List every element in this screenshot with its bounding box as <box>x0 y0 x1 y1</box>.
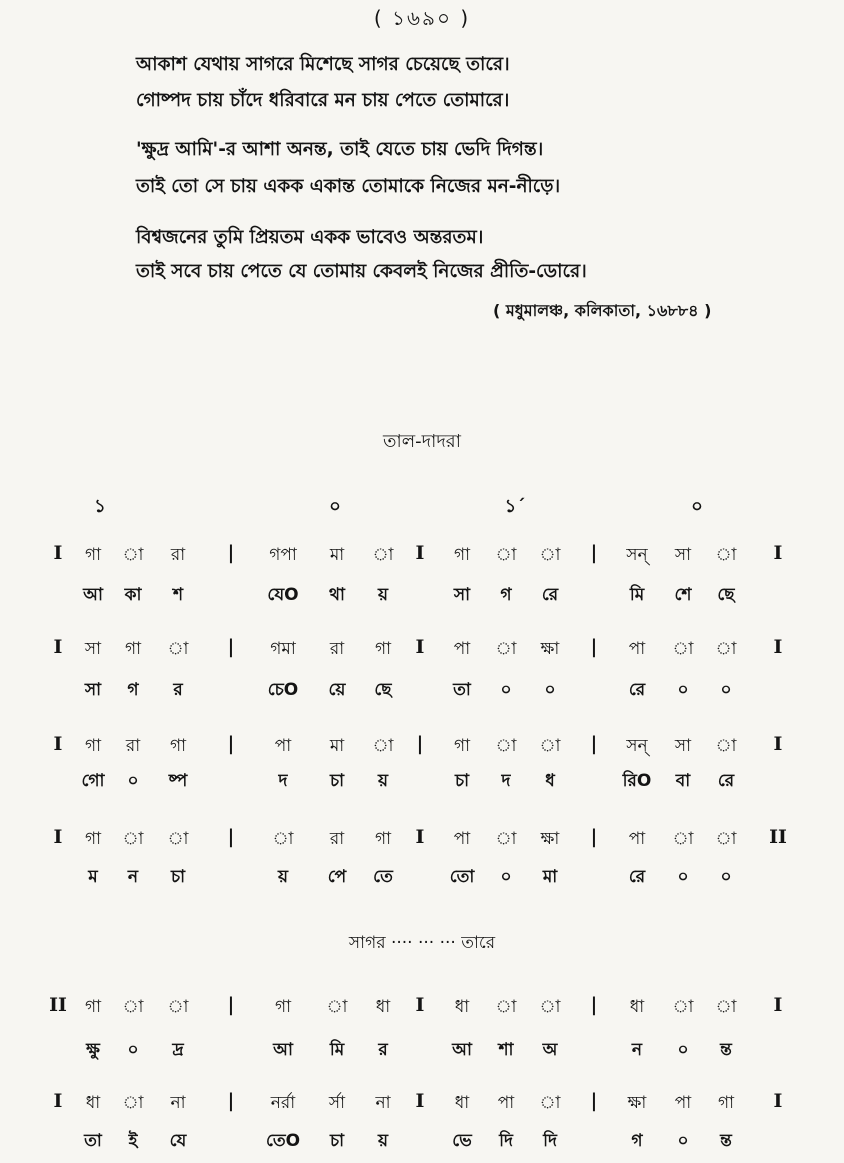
lyric-syllable: রে <box>628 867 646 887</box>
swara-note: গা <box>453 736 471 756</box>
swara-note: পা <box>674 1093 692 1113</box>
swara-note: পা <box>628 829 646 849</box>
lyric-syllable: শে <box>674 585 692 605</box>
lyric-syllable: আ <box>452 1040 472 1060</box>
barline: I <box>773 542 783 564</box>
barline: I <box>53 542 63 564</box>
swara-note: গা <box>84 997 102 1017</box>
lyric-syllable: ই <box>128 1131 138 1151</box>
swara-note: া <box>495 997 517 1017</box>
lyric-syllable: ০ <box>127 1040 139 1060</box>
swara-note: া <box>122 1093 144 1113</box>
swara-note: া <box>539 997 561 1017</box>
barline: I <box>773 1090 783 1112</box>
barline: I <box>53 1090 63 1112</box>
swara-note: া <box>495 545 517 565</box>
swara-note: গা <box>453 545 471 565</box>
swara-note: রা <box>329 829 345 849</box>
swara-note: পা <box>497 1093 515 1113</box>
swara-note: মা <box>329 545 345 565</box>
barline: I <box>415 994 425 1016</box>
barline: | <box>590 636 598 658</box>
lyric-syllable: য় <box>377 585 388 605</box>
swara-note: া <box>539 1093 561 1113</box>
swara-note: া <box>122 829 144 849</box>
swara-note: ধা <box>85 1093 101 1113</box>
lyric-syllable: য় <box>377 1131 388 1151</box>
verse-line-2: গোষ্পদ চায় চাঁদে ধরিবারে মন চায় পেতে তোমারে। <box>136 90 510 111</box>
lyric-syllable: র <box>378 1040 388 1060</box>
lyric-syllable: ০ <box>127 771 139 791</box>
swara-note: গা <box>84 736 102 756</box>
lyric-syllable: ন <box>127 867 139 887</box>
lyric-syllable: ন <box>631 1040 643 1060</box>
lyric-syllable: দ্র <box>172 1040 184 1060</box>
swara-note: ক্ষা <box>627 1093 647 1113</box>
barline: | <box>590 542 598 564</box>
barline: I <box>773 994 783 1016</box>
beat-marker-1: ১ <box>94 496 106 517</box>
barline: | <box>590 733 598 755</box>
lyric-syllable: য় <box>377 771 388 791</box>
lyric-syllable: দি <box>499 1131 513 1151</box>
lyric-syllable: চা <box>329 1131 345 1151</box>
tala-title: তাল-দাদরা <box>383 431 461 452</box>
swara-note: া <box>272 829 294 849</box>
swara-note: পা <box>453 639 471 659</box>
lyric-syllable: দ <box>501 771 511 791</box>
lyric-syllable: আ <box>273 1040 293 1060</box>
barline: | <box>227 733 235 755</box>
lyric-syllable: রে <box>628 680 646 700</box>
lyric-syllable: চেO <box>267 680 299 700</box>
lyric-syllable: থা <box>329 585 345 605</box>
swara-note: া <box>167 997 189 1017</box>
swara-note: র্সা <box>328 1093 346 1113</box>
lyric-syllable: তা <box>453 680 471 700</box>
barline: | <box>227 826 235 848</box>
swara-note: ধা <box>629 997 645 1017</box>
lyric-syllable: য় <box>277 867 288 887</box>
lyric-syllable: ষ্প <box>168 771 188 791</box>
swara-note: ক্ষা <box>540 639 560 659</box>
lyric-syllable: ম <box>88 867 98 887</box>
swara-note: া <box>495 639 517 659</box>
stanza-heading: সাগর ···· ··· ··· তারে <box>348 933 496 953</box>
verse-line-4: তাই তো সে চায় একক একান্ত তোমাকে নিজের মন-নীড়ে। <box>136 176 561 197</box>
lyric-syllable: রিO <box>622 771 652 791</box>
lyric-syllable: ০ <box>677 1131 689 1151</box>
barline: | <box>416 733 424 755</box>
source-reference: ( মধুমালঞ্চ, কলিকাতা, ১৬৮৮৪ ) <box>493 301 712 320</box>
swara-note: া <box>167 829 189 849</box>
page-number: ( ১৬৯০ ) <box>373 6 471 30</box>
swara-note: া <box>372 736 394 756</box>
swara-note: ধা <box>375 997 391 1017</box>
lyric-syllable: যেO <box>267 585 299 605</box>
swara-note: গা <box>169 736 187 756</box>
lyric-syllable: ছে <box>717 585 735 605</box>
swara-note: সন্ <box>626 736 648 756</box>
barline: I <box>53 826 63 848</box>
swara-note: রা <box>170 545 186 565</box>
lyric-syllable: গ <box>127 680 139 700</box>
swara-note: না <box>170 1093 186 1113</box>
barline: I <box>415 636 425 658</box>
lyric-syllable: মি <box>629 585 645 605</box>
swara-note: া <box>715 829 737 849</box>
lyric-syllable: রে <box>717 771 735 791</box>
swara-note: া <box>715 545 737 565</box>
barline: II <box>49 994 67 1016</box>
swara-note: সন্ <box>626 545 648 565</box>
swara-note: সা <box>674 545 692 565</box>
lyric-syllable: সা <box>453 585 471 605</box>
lyric-syllable: ০ <box>500 867 512 887</box>
swara-note: ক্ষা <box>540 829 560 849</box>
barline: | <box>590 994 598 1016</box>
lyric-syllable: ০ <box>720 680 732 700</box>
swara-note: া <box>715 997 737 1017</box>
swara-note: া <box>672 639 694 659</box>
lyric-syllable: রে <box>541 585 559 605</box>
swara-note: গা <box>84 829 102 849</box>
lyric-syllable: গো <box>81 771 105 791</box>
barline: II <box>769 826 787 848</box>
swara-note: া <box>122 545 144 565</box>
barline: I <box>773 636 783 658</box>
swara-note: না <box>375 1093 391 1113</box>
barline: I <box>53 636 63 658</box>
lyric-syllable: পে <box>327 867 347 887</box>
beat-marker-4: ০ <box>691 496 703 517</box>
swara-note: পা <box>453 829 471 849</box>
lyric-syllable: ০ <box>500 680 512 700</box>
lyric-syllable: ক্ষু <box>86 1040 100 1060</box>
lyric-syllable: ছে <box>374 680 392 700</box>
barline: | <box>227 542 235 564</box>
swara-note: গা <box>274 997 292 1017</box>
lyric-syllable: দি <box>543 1131 557 1151</box>
lyric-syllable: চা <box>454 771 470 791</box>
swara-note: পা <box>628 639 646 659</box>
lyric-syllable: বা <box>675 771 691 791</box>
barline: | <box>590 826 598 848</box>
swara-note: গা <box>84 545 102 565</box>
lyric-syllable: ধ <box>545 771 555 791</box>
swara-note: ধা <box>454 997 470 1017</box>
swara-note: া <box>326 997 348 1017</box>
swara-note: া <box>539 736 561 756</box>
swara-note: গমা <box>270 639 296 659</box>
swara-note: ধা <box>454 1093 470 1113</box>
swara-note: া <box>539 545 561 565</box>
lyric-syllable: কা <box>124 585 142 605</box>
barline: | <box>227 636 235 658</box>
lyric-syllable: তে <box>373 867 393 887</box>
lyric-syllable: সা <box>84 680 102 700</box>
swara-note: মা <box>329 736 345 756</box>
lyric-syllable: ০ <box>677 1040 689 1060</box>
swara-note: া <box>372 545 394 565</box>
lyric-syllable: তো <box>449 867 475 887</box>
swara-note: া <box>122 997 144 1017</box>
lyric-syllable: মা <box>542 867 558 887</box>
swara-note: া <box>495 736 517 756</box>
swara-note: গা <box>374 639 392 659</box>
swara-note: া <box>672 829 694 849</box>
barline: I <box>773 733 783 755</box>
swara-note: গা <box>717 1093 735 1113</box>
barline: | <box>227 994 235 1016</box>
verse-line-1: আকাশ যেথায় সাগরে মিশেছে সাগর চেয়েছে তারে। <box>136 54 510 75</box>
lyric-syllable: ০ <box>677 680 689 700</box>
swara-note: সা <box>674 736 692 756</box>
swara-note: রা <box>329 639 345 659</box>
barline: I <box>415 1090 425 1112</box>
swara-note: গা <box>374 829 392 849</box>
lyric-syllable: গ <box>500 585 512 605</box>
swara-note: া <box>167 639 189 659</box>
swara-note: া <box>715 639 737 659</box>
lyric-syllable: ন্ত <box>720 1131 732 1151</box>
lyric-syllable: র <box>173 680 183 700</box>
lyric-syllable: তা <box>84 1131 102 1151</box>
beat-marker-3: ১´ <box>504 496 526 517</box>
lyric-syllable: মি <box>329 1040 345 1060</box>
verse-line-6: তাই সবে চায় পেতে যে তোমায় কেবলই নিজের প্রীতি-ডোরে। <box>136 261 587 282</box>
swara-note: সা <box>84 639 102 659</box>
lyric-syllable: গ <box>631 1131 643 1151</box>
lyric-syllable: ০ <box>720 867 732 887</box>
barline: I <box>415 542 425 564</box>
barline: | <box>227 1090 235 1112</box>
beat-marker-2: ০ <box>329 496 341 517</box>
barline: I <box>415 826 425 848</box>
lyric-syllable: চা <box>170 867 186 887</box>
lyric-syllable: শ <box>172 585 184 605</box>
swara-note: া <box>672 997 694 1017</box>
verse-line-5: বিশ্বজনের তুমি প্রিয়তম একক ভাবেও অন্তরতম। <box>136 227 484 248</box>
lyric-syllable: চা <box>329 771 345 791</box>
swara-note: পা <box>274 736 292 756</box>
swara-note: রা <box>125 736 141 756</box>
verse-line-3: 'ক্ষুদ্র আমি'-র আশা অনন্ত, তাই যেতে চায় ভেদি দিগন্ত। <box>136 139 544 160</box>
barline: | <box>590 1090 598 1112</box>
swara-note: া <box>715 736 737 756</box>
lyric-syllable: য়ে <box>328 680 346 700</box>
lyric-syllable: ০ <box>544 680 556 700</box>
lyric-syllable: আ <box>83 585 103 605</box>
lyric-syllable: ০ <box>677 867 689 887</box>
swara-note: নর্রা <box>270 1093 296 1113</box>
swara-note: গা <box>124 639 142 659</box>
lyric-syllable: তেO <box>265 1131 301 1151</box>
lyric-syllable: ন্ত <box>720 1040 732 1060</box>
lyric-syllable: ভে <box>452 1131 472 1151</box>
lyric-syllable: শা <box>498 1040 514 1060</box>
lyric-syllable: দ <box>278 771 288 791</box>
swara-note: া <box>495 829 517 849</box>
lyric-syllable: অ <box>542 1040 558 1060</box>
barline: I <box>53 733 63 755</box>
lyric-syllable: যে <box>169 1131 187 1151</box>
swara-note: গপা <box>269 545 297 565</box>
